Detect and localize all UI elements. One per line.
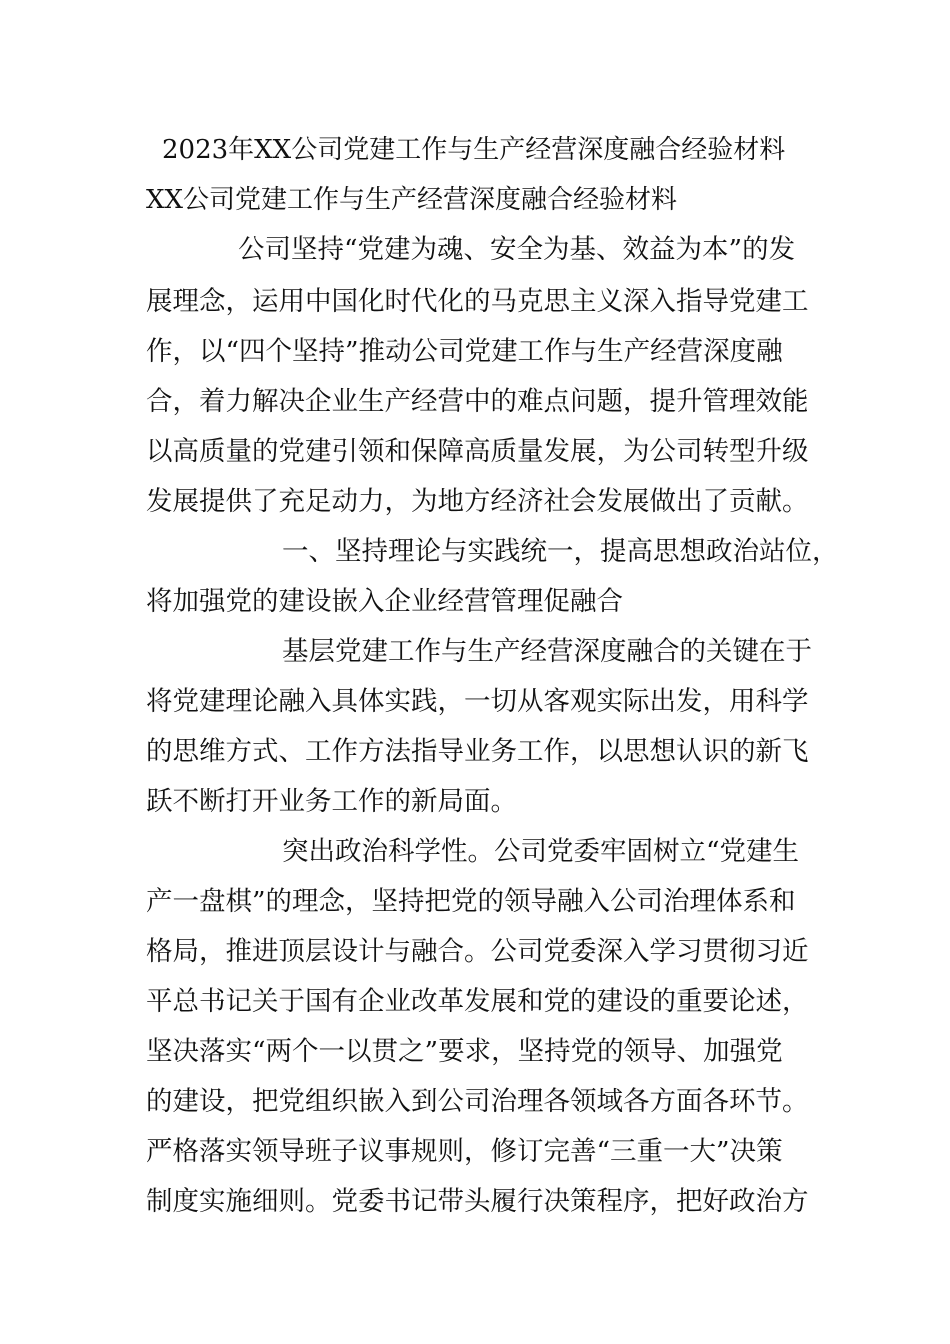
paragraph-4-line-7: 严格落实领导班子议事规则，修订完善“三重一大”决策 xyxy=(146,1136,783,1167)
paragraph-4-line-6: 的建设，把党组织嵌入到公司治理各领域各方面各环节。 xyxy=(146,1086,809,1117)
paragraph-1-line-3: 作，以“四个坚持”推动公司党建工作与生产经营深度融 xyxy=(146,336,783,367)
document-subtitle: XX公司党建工作与生产经营深度融合经验材料 xyxy=(146,185,678,215)
paragraph-1-line-2: 展理念，运用中国化时代化的马克思主义深入指导党建工 xyxy=(146,286,809,317)
paragraph-4-line-4: 平总书记关于国有企业改革发展和党的建设的重要论述， xyxy=(146,986,809,1017)
section-heading-line-2: 将加强党的建设嵌入企业经营管理促融合 xyxy=(146,586,623,617)
paragraph-4-line-1: 突出政治科学性。公司党委牢固树立“党建生 xyxy=(282,836,800,867)
document-title: 2023年XX公司党建工作与生产经营深度融合经验材料 xyxy=(162,135,786,165)
section-heading-line-1: 一、坚持理论与实践统一，提高思想政治站位， xyxy=(282,536,839,567)
paragraph-4-line-3: 格局，推进顶层设计与融合。公司党委深入学习贯彻习近 xyxy=(146,936,809,967)
paragraph-3-line-2: 将党建理论融入具体实践，一切从客观实际出发，用科学 xyxy=(146,686,809,717)
paragraph-1-line-1: 公司坚持“党建为魂、安全为基、效益为本”的发 xyxy=(238,234,796,265)
paragraph-4-line-8: 制度实施细则。党委书记带头履行决策程序，把好政治方 xyxy=(146,1186,809,1217)
paragraph-1-line-6: 发展提供了充足动力，为地方经济社会发展做出了贡献。 xyxy=(146,486,809,517)
paragraph-3-line-1: 基层党建工作与生产经营深度融合的关键在于 xyxy=(282,636,812,667)
paragraph-3-line-3: 的思维方式、工作方法指导业务工作，以思想认识的新飞 xyxy=(146,736,809,767)
paragraph-4-line-5: 坚决落实“两个一以贯之”要求，坚持党的领导、加强党 xyxy=(146,1036,783,1067)
paragraph-1-line-5: 以高质量的党建引领和保障高质量发展，为公司转型升级 xyxy=(146,436,809,467)
paragraph-4-line-2: 产一盘棋”的理念，坚持把党的领导融入公司治理体系和 xyxy=(146,886,796,917)
paragraph-3-line-4: 跃不断打开业务工作的新局面。 xyxy=(146,786,517,817)
paragraph-1-line-4: 合，着力解决企业生产经营中的难点问题，提升管理效能 xyxy=(146,386,809,417)
